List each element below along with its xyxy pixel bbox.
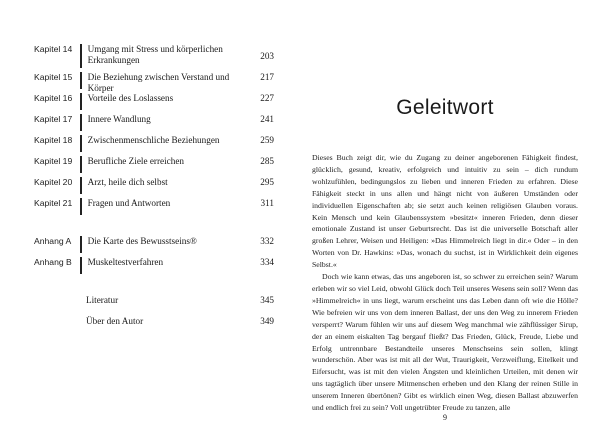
chapter-title: Vorteile des Loslassens [87, 93, 174, 103]
toc-entry-kapitel-19[interactable] [34, 156, 274, 177]
chapter-page: 285 [260, 156, 274, 166]
appendix-label: Anhang A [34, 236, 72, 246]
chapter-title: Fragen und Antworten [87, 198, 171, 208]
appendix-page: 334 [260, 257, 274, 267]
toc-spacer [34, 219, 274, 236]
chapter-title: Arzt, heile dich selbst [87, 177, 168, 187]
chapter-divider [80, 44, 82, 68]
foreword-page [312, 0, 578, 445]
toc-entry-kapitel-15[interactable] [34, 72, 274, 93]
chapter-label: Kapitel 15 [34, 72, 73, 82]
chapter-label: Kapitel 18 [34, 135, 73, 145]
toc-entry-literatur[interactable] [34, 295, 274, 316]
chapter-title: Berufliche Ziele erreichen [87, 156, 185, 166]
table-of-contents [34, 44, 274, 337]
extra-title: Literatur [86, 295, 119, 305]
chapter-label: Kapitel 14 [34, 44, 73, 54]
chapter-divider [80, 93, 82, 110]
chapter-divider [80, 114, 82, 131]
toc-entry-anhang-a[interactable] [34, 236, 274, 257]
appendix-divider [80, 236, 82, 253]
toc-entry-kapitel-14[interactable] [34, 44, 274, 72]
chapter-divider [80, 198, 82, 215]
chapter-divider [80, 135, 82, 152]
toc-spacer [34, 278, 274, 295]
extra-title: Über den Autor [86, 316, 144, 326]
page-number: 9 [443, 413, 447, 422]
chapter-label: Kapitel 19 [34, 156, 73, 166]
appendix-label: Anhang B [34, 257, 72, 267]
foreword-paragraph: Dieses Buch zeigt dir, wie du Zugang zu deiner angeborenen Fähigkeit findest, glücklich, gesund, kreativ, erfolgreich und intuitiv zu sein – dich rundum wohlzufühlen, bedingungslos zu lieben und inneren Frieden zu erfahren. Diese Fähigkeit steckt in uns allen und hängt nicht von äußeren Umständen oder individuellen Eigenschaften ab; sie setzt auch keinen religiösen Glauben voraus. Kein Mensch und kein Glaubenssystem »besitzt« inneren Frieden, denn dieser emotionale Zustand ist unser Geburtsrecht. Das ist die universelle Botschaft aller großen Lehrer, Weisen und Heiligen: »Das Himmelreich liegt in dir.« Oder – in den Worten von Dr. Hawkins: »Das, wonach du suchst, ist in Wirklichkeit dein eigenes Selbst.« [312, 153, 578, 270]
chapter-divider [80, 72, 82, 89]
chapter-page: 203 [260, 51, 274, 61]
chapter-divider [80, 177, 82, 194]
chapter-title: Zwischenmenschliche Beziehungen [87, 135, 220, 145]
chapter-label: Kapitel 20 [34, 177, 73, 187]
appendix-page: 332 [260, 236, 274, 246]
chapter-page: 241 [260, 114, 274, 124]
appendix-title: Die Karte des Bewusstseins® [87, 236, 197, 246]
chapter-page: 311 [260, 198, 274, 208]
chapter-page: 295 [260, 177, 274, 187]
appendix-title: Muskeltestverfahren [87, 257, 164, 267]
chapter-label: Kapitel 21 [34, 198, 73, 208]
chapter-page: 259 [260, 135, 274, 145]
toc-entry-anhang-b[interactable] [34, 257, 274, 278]
appendix-divider [80, 257, 82, 274]
toc-entry-kapitel-20[interactable] [34, 177, 274, 198]
extra-page: 349 [260, 316, 274, 326]
toc-entry-kapitel-21[interactable] [34, 198, 274, 219]
toc-entry-kapitel-18[interactable] [34, 135, 274, 156]
chapter-divider [80, 156, 82, 173]
toc-entry-ueber-den-autor[interactable] [34, 316, 274, 337]
toc-entry-kapitel-16[interactable] [34, 93, 274, 114]
foreword-body [312, 152, 578, 414]
foreword-paragraph: Doch wie kann etwas, das uns angeboren ist, so schwer zu erreichen sein? Warum erleben wir so viel Leid, obwohl Glück doch Teil unseres Wesens sein soll? Wenn das »Himmelreich« in uns liegt, warum erscheint uns das Leben dann oft wie die Hölle? Wie befreien wir uns von dem inneren Ballast, der uns den Weg zu innerem Frieden versperrt? Warum fühlen wir uns auf diesem Weg manchmal wie zähflüssiger Sirup, der an einem eiskalten Tag bergauf fließt? Das Frieden, Glück, Freude, Liebe und Erfolg untrennbare Bestandteile unseres Menschseins sein sollen, klingt wunderschön. Aber was ist mit all der Wut, Traurigkeit, Verzweiflung, Eitelkeit und Eifersucht, was ist mit den vielen Ängsten und kleinlichen Urteilen, mit denen wir uns tagtäglich über unsere Mitmenschen erheben und den Klang der reinen Stille in unserem Inneren übertönen? Gibt es wirklich einen Weg, diesen Ballast abzuwerfen und endlich frei zu sein? Voll ungetrübter Freude zu tanzen, alle [312, 272, 578, 413]
chapter-label: Kapitel 16 [34, 93, 73, 103]
chapter-label: Kapitel 17 [34, 114, 73, 124]
chapter-page: 227 [260, 93, 274, 103]
foreword-heading: Geleitwort [396, 96, 494, 119]
chapter-title: Umgang mit Stress und körperlichen Erkrankungen [87, 44, 223, 65]
extra-page: 345 [260, 295, 274, 305]
chapter-title: Die Beziehung zwischen Verstand und Körper [87, 72, 230, 93]
chapter-title: Innere Wandlung [87, 114, 151, 124]
toc-entry-kapitel-17[interactable] [34, 114, 274, 135]
chapter-page: 217 [260, 72, 274, 82]
